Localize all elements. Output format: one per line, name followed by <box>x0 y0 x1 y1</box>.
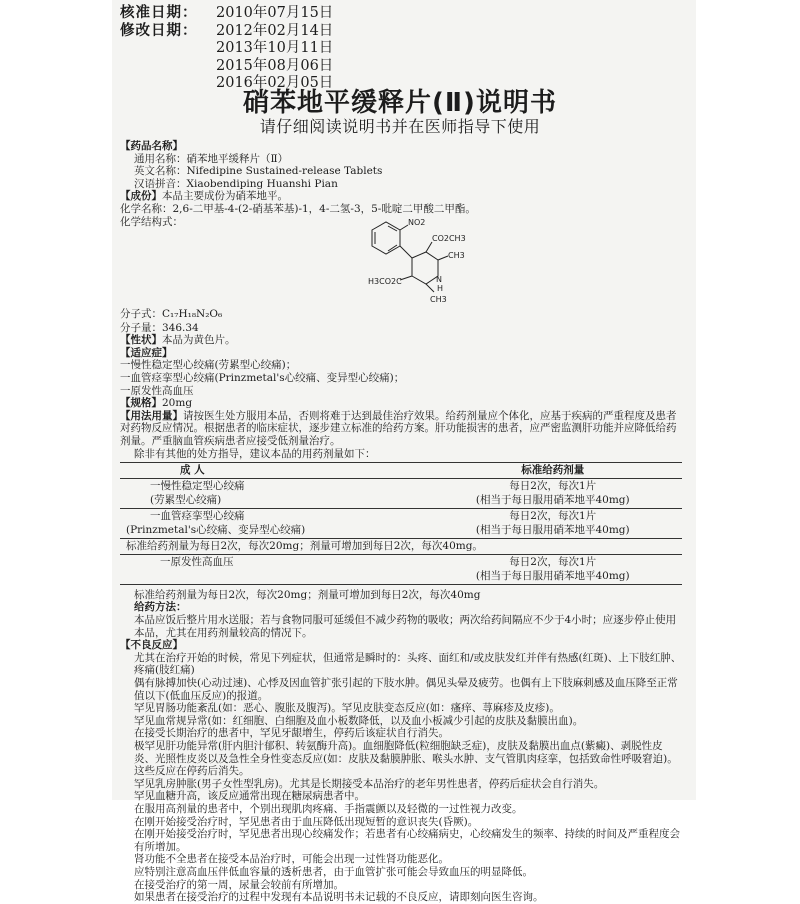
ester-top-label: CO2CH3 <box>432 233 466 243</box>
adverse-paragraph: 罕见血常规异常(如：红细胞、白细胞及血小板数降低，以及血小板减少引起的皮肤及黏膜出血)。 <box>134 714 584 727</box>
table-row-dose: 每日2次，每次1片 <box>423 554 682 569</box>
adverse-paragraph: 罕见乳房肿胀(男子女性型乳房)。尤其是长期接受本品治疗的老年男性患者，停药后症状会自行消失。 <box>134 777 605 790</box>
revised-date: 2015年08月06日 <box>216 57 334 74</box>
table-row-sub: (Prinzmetal's心绞痛、变异型心绞痛) <box>126 524 306 537</box>
table-row-name: 一慢性稳定型心绞痛 <box>150 479 245 492</box>
revised-label: 修改日期： <box>120 22 198 39</box>
adverse-paragraph: 罕见血糖升高，该反应通常出现在糖尿病患者中。 <box>134 790 365 803</box>
table-header-adult: 成 人 <box>120 463 423 479</box>
revised-date: 2016年02月05日 <box>216 75 334 92</box>
ring-hydrogen-label: H <box>437 283 444 293</box>
molecular-weight: 分子量：346.34 <box>120 321 199 334</box>
english-name: 英文名称：Nifedipine Sustained-release Tablets <box>134 165 383 178</box>
methyl-right-label: CH3 <box>448 250 465 260</box>
generic-name: 通用名称：硝苯地平缓释片（Ⅱ） <box>134 152 289 165</box>
properties-text: 本品为黄色片。 <box>162 334 236 347</box>
ring-nitrogen-label: N <box>436 274 442 284</box>
document-subtitle: 请仔细阅读说明书并在医师指导下使用 <box>259 117 541 136</box>
table-row-dose: 每日2次，每次1片 <box>509 479 597 492</box>
indication-item: 一慢性稳定型心绞痛(劳累型心绞痛)； <box>120 359 297 372</box>
section-indications-header: 【适应症】 <box>120 346 173 359</box>
revised-date: 2012年02月14日 <box>216 22 334 39</box>
spec-text: 20mg <box>162 397 193 410</box>
usage-intro: 除非有其他的处方指导，建议本品的用药剂量如下： <box>134 447 376 460</box>
table-header-dose: 标准给药剂量 <box>423 463 682 479</box>
usage-text: 请按医生处方服用本品，否则将难于达到最佳治疗效果。给药剂量应个体化，应基于疾病的严重程度及患者对药物反应情况。根据患者的临床症状，逐步建立标准的给药方案。肝功能损害的患者，应严密监测肝功能并应降低给药剂量。严重脑血管疾病患者应接受低剂量治疗。 <box>120 409 677 447</box>
nitro-group-label: NO2 <box>408 217 426 227</box>
structure-label: 化学结构式： <box>120 215 183 228</box>
table-row-name: 一血管痉挛型心绞痛 <box>120 508 423 523</box>
table-row-sub: (劳累型心绞痛) <box>150 494 222 507</box>
adverse-paragraph: 在刚开始接受治疗时，罕见患者由于血压降低出现短暂的意识丧失(昏厥)。 <box>134 815 479 828</box>
section-composition-header: 【成份】 <box>120 190 162 203</box>
section-spec-header: 【规格】 <box>120 397 162 410</box>
revised-date: 2013年10月11日 <box>216 40 334 57</box>
approved-date: 2010年07月15日 <box>216 5 334 21</box>
structure-diagram <box>352 216 502 308</box>
table-row-equiv: (相当于每日服用硝苯地平40mg) <box>475 494 630 507</box>
adverse-paragraph: 在接受长期治疗的患者中，罕见牙龈增生，停药后该症状自行消失。 <box>134 727 449 740</box>
molecular-formula: 分子式：C₁₇H₁₈N₂O₆ <box>120 307 223 320</box>
adverse-paragraph: 尤其在治疗开始的时候，常见下列症状，但通常是瞬时的：头疼、面红和/或皮肤发红并伴有热感(红斑)、上下肢红肿、疼痛(肢红痛) <box>134 651 682 677</box>
approval-dates <box>120 5 333 93</box>
adverse-paragraph: 应特别注意高血压伴低血容量的透析患者，由于血管扩张可能会导致血压的明显降低。 <box>134 865 533 878</box>
table-row-equiv: (相当于每日服用硝苯地平40mg) <box>475 570 630 583</box>
chemical-name: 化学名称：2,6-二甲基-4-(2-硝基苯基)-1，4-二氢-3，5-吡啶二甲酸二甲酯。 <box>120 202 476 215</box>
indication-item: 一血管痉挛型心绞痛(Prinzmetal's心绞痛、变异型心绞痛)； <box>120 371 405 384</box>
section-usage-header: 【用法用量】 <box>120 409 183 422</box>
table-row-dose: 每日2次，每次1片 <box>423 508 682 523</box>
ester-left-label: H3CO2C <box>368 276 402 286</box>
section-adverse-header: 【不良反应】 <box>120 639 183 652</box>
adverse-paragraph: 偶有脉搏加快(心动过速)、心悸及因血管扩张引起的下肢水肿。偶见头晕及疲劳。也偶有上下肢麻刺感及血压降至正常值以下(低血压反应)的报道。 <box>134 677 678 702</box>
section-drug-name-header: 【药品名称】 <box>120 140 183 152</box>
adverse-paragraph: 在接受治疗的第一周，尿量会较前有所增加。 <box>134 878 344 891</box>
leaflet-body <box>120 140 682 904</box>
approved-label: 核准日期： <box>120 5 198 21</box>
method-text: 本品应饭后整片用水送服；若与食物同服可延缓但不减少药物的吸收；两次给药间隔应不少于4小时；应逐步停止使用本品，尤其在用药剂量较高的情况下。 <box>134 614 677 639</box>
chemical-structure <box>120 216 682 322</box>
method-header: 给药方法： <box>134 601 187 614</box>
methyl-bottom-label: CH3 <box>430 294 447 304</box>
adverse-paragraph: 罕见胃肠功能紊乱(如：恶心、腹胀及腹泻)。罕见皮肤变态反应(如：瘙痒、荨麻疹及皮疹)。 <box>134 702 560 715</box>
pinyin-name: 汉语拼音：Xiaobendiping Huanshi Pian <box>134 177 338 190</box>
adverse-paragraph: 在刚开始接受治疗时，罕见患者出现心绞痛发作；若患者有心绞痛病史，心绞痛发生的频率、持续的时间及严重程度会有所增加。 <box>134 828 680 853</box>
adverse-paragraph: 如果患者在接受治疗的过程中发现有本品说明书未记载的不良反应，请即刻向医生咨询。 <box>134 891 544 904</box>
dosage-note: 标准给药剂量为每日2次，每次20mg；剂量可增加到每日2次，每次40mg <box>134 588 481 601</box>
table-row-equiv: (相当于每日服用硝苯地平40mg) <box>475 524 630 537</box>
dosage-table <box>120 462 682 585</box>
table-row-note: 标准给药剂量为每日2次，每次20mg；剂量可增加到每日2次，每次40mg。 <box>120 539 682 555</box>
table-row-name: 一原发性高血压 <box>120 554 423 569</box>
indication-item: 一原发性高血压 <box>120 384 194 397</box>
composition-text: 本品主要成份为硝苯地平。 <box>162 190 288 203</box>
section-properties-header: 【性状】 <box>120 334 162 347</box>
document-title: 硝苯地平缓释片(Ⅱ)说明书 <box>243 88 557 118</box>
adverse-paragraph: 极罕见肝功能异常(肝内胆汁郁积、转氨酶升高)。血细胞降低(粒细胞缺乏症)，皮肤及黏膜出血点(紫癜)、剥脱性皮炎、光照性皮炎以及急性全身性变态反应(如：皮肤及黏膜肿胀、喉头水肿、支气管肌肉痉挛，包括致命性呼吸窘迫)。这些反应在停药后消失。 <box>134 739 678 778</box>
adverse-paragraph: 在服用高剂量的患者中，个别出现肌肉疼痛、手指震颤以及轻微的一过性视力改变。 <box>134 802 523 815</box>
adverse-paragraph: 肾功能不全患者在接受本品治疗时，可能会出现一过性肾功能恶化。 <box>134 853 449 866</box>
